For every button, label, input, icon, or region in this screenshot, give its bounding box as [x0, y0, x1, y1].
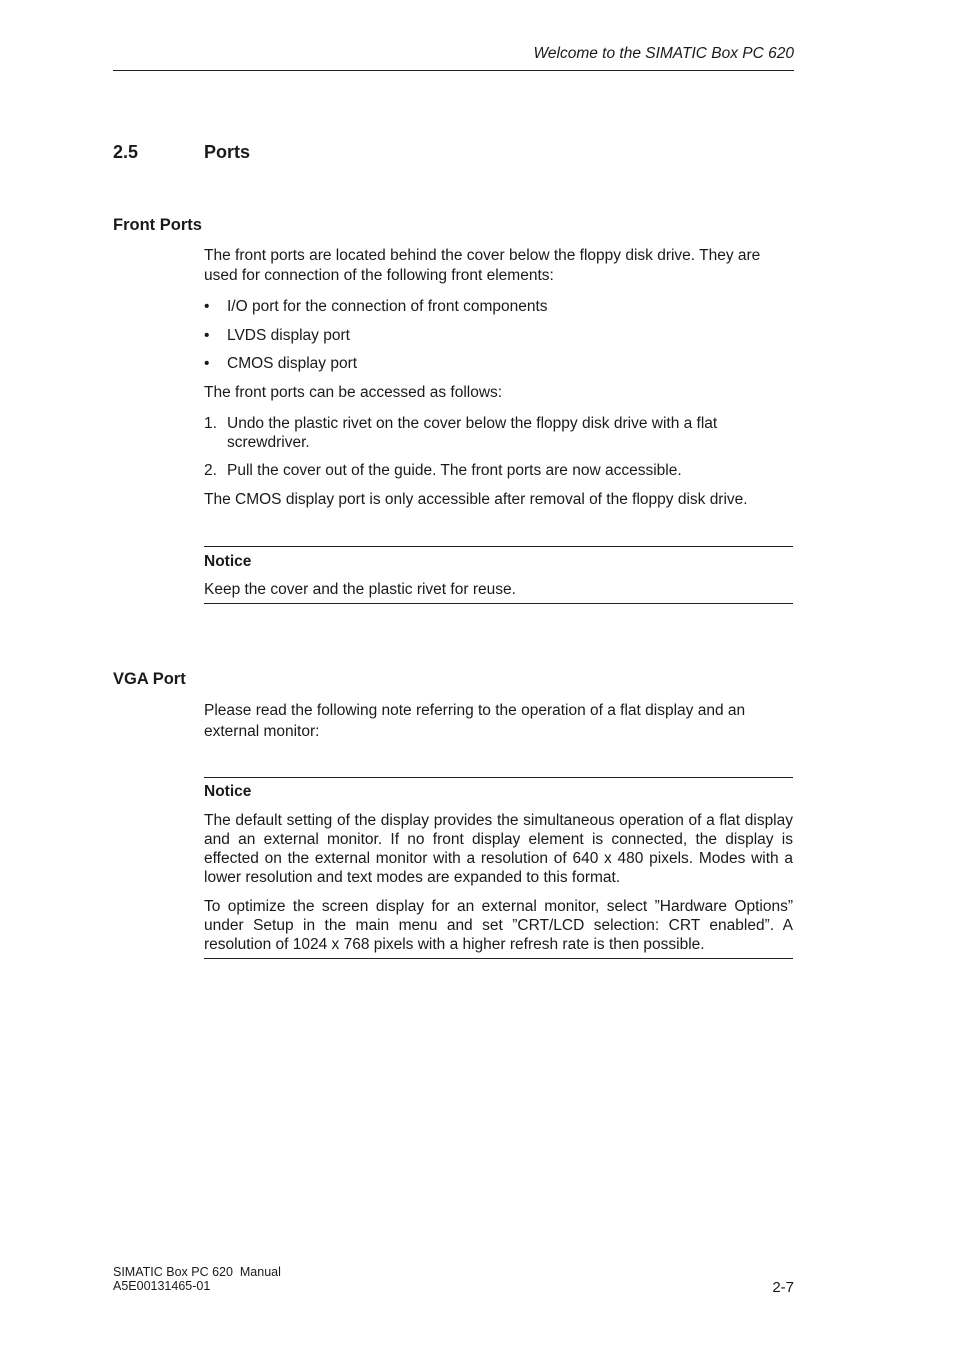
bullet-marker: •: [204, 327, 210, 344]
vga-port-intro: Please read the following note referring to the operation of a flat display and an external monitor:: [204, 702, 746, 740]
notice-paragraph: The default setting of the display provides the simultaneous operation of a flat display and an external monitor. If no front display element is connected, the display is effected on the external monitor with a resolution of 640 x 480 pixels. Modes with a lower resolution and text modes are expanded to this format.: [204, 812, 793, 886]
front-ports-intro: The front ports are located behind the cover below the floppy disk drive. They are used for connection of the following front elements:: [204, 247, 761, 284]
vga-port-heading: VGA Port: [113, 670, 186, 688]
bullet-text: CMOS display port: [227, 355, 358, 372]
notice-bottom-rule: [204, 603, 793, 604]
page-number: 2-7: [772, 1279, 794, 1296]
access-intro: The front ports can be accessed as follows:: [204, 384, 503, 401]
step-number: 1.: [204, 415, 217, 432]
running-header: Welcome to the SIMATIC Box PC 620: [533, 45, 794, 62]
notice-top-rule: [204, 546, 793, 547]
notice-title: Notice: [204, 553, 252, 570]
notice-text: Keep the cover and the plastic rivet for reuse.: [204, 581, 516, 598]
notice-paragraph: To optimize the screen display for an external monitor, select ”Hardware Options” under Setup in the main menu and set ”CRT/LCD selection: CRT enabled”. A resolution of 1024 x 768 pixels with a higher refresh rate is then possible.: [204, 898, 793, 953]
header-rule: [113, 70, 794, 71]
manual-title: SIMATIC Box PC 620 Manual: [113, 1265, 281, 1279]
order-number: A5E00131465-01: [113, 1279, 211, 1293]
section-title: Ports: [204, 142, 251, 162]
notice-bottom-rule: [204, 958, 793, 959]
notice-title: Notice: [204, 783, 252, 800]
step-text: Undo the plastic rivet on the cover below the floppy disk drive with a flat screwdriver.: [227, 415, 718, 451]
cmos-note: The CMOS display port is only accessible after removal of the floppy disk drive.: [204, 491, 748, 508]
footer-info: [113, 1265, 281, 1293]
bullet-text: I/O port for the connection of front components: [227, 298, 548, 315]
section-number: 2.5: [113, 142, 139, 162]
bullet-text: LVDS display port: [227, 327, 350, 344]
front-ports-heading: Front Ports: [113, 216, 202, 234]
notice-top-rule: [204, 777, 793, 778]
step-text: Pull the cover out of the guide. The front ports are now accessible.: [227, 462, 682, 479]
step-number: 2.: [204, 462, 217, 479]
bullet-marker: •: [204, 355, 210, 372]
bullet-marker: •: [204, 298, 210, 315]
